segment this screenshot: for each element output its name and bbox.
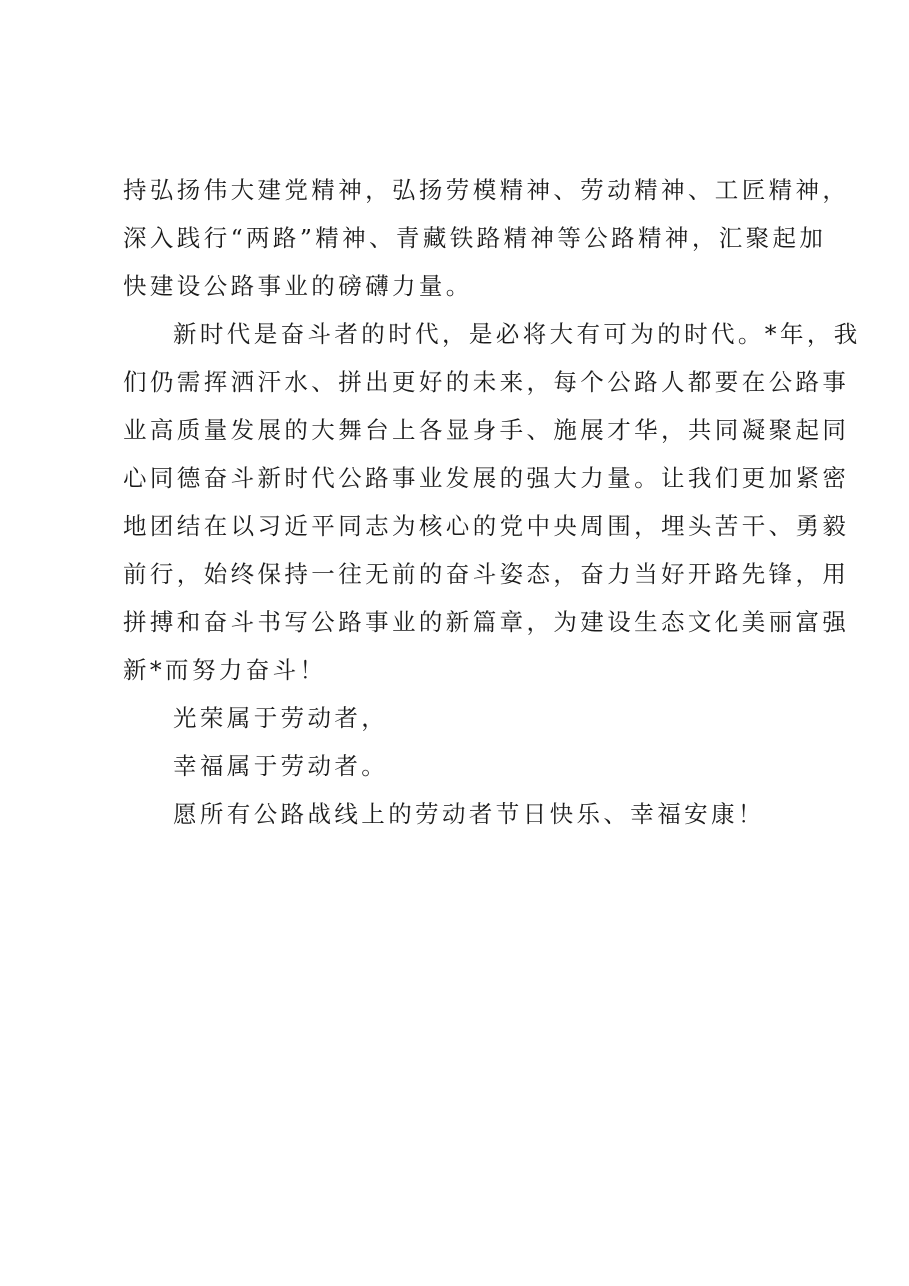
document-body <box>123 166 861 838</box>
paragraph-line: 深入践行“两路”精神、青藏铁路精神等公路精神，汇聚起加 <box>123 224 827 252</box>
paragraph-continuation <box>123 166 850 310</box>
paragraph-line: 心同德奋斗新时代公路事业发展的强大力量。让我们更加紧密 <box>123 464 850 492</box>
paragraph-line: 新*而努力奋斗！ <box>123 656 327 684</box>
paragraph-line: 快建设公路事业的磅礴力量。 <box>123 272 473 300</box>
paragraph-line: 地团结在以习近平同志为核心的党中央周围，埋头苦干、勇毅 <box>123 512 850 540</box>
paragraph-line: 业高质量发展的大舞台上各显身手、施展才华，共同凝聚起同 <box>123 416 850 444</box>
paragraph-new-era <box>123 310 861 694</box>
paragraph-line: 新时代是奋斗者的时代，是必将大有可为的时代。*年，我 <box>173 320 861 348</box>
closing-line-happiness: 幸福属于劳动者。 <box>173 752 389 780</box>
paragraph-line: 们仍需挥洒汗水、拼出更好的未来，每个公路人都要在公路事 <box>123 368 850 396</box>
paragraph-line: 拼搏和奋斗书写公路事业的新篇章，为建设生态文化美丽富强 <box>123 608 850 636</box>
closing-line-wishes: 愿所有公路战线上的劳动者节日快乐、幸福安康！ <box>173 800 765 828</box>
closing-section <box>123 694 803 838</box>
paragraph-line: 持弘扬伟大建党精神，弘扬劳模精神、劳动精神、工匠精神， <box>123 176 850 204</box>
paragraph-line: 前行，始终保持一往无前的奋斗姿态，奋力当好开路先锋，用 <box>123 560 850 588</box>
closing-line-glory: 光荣属于劳动者， <box>173 704 389 732</box>
